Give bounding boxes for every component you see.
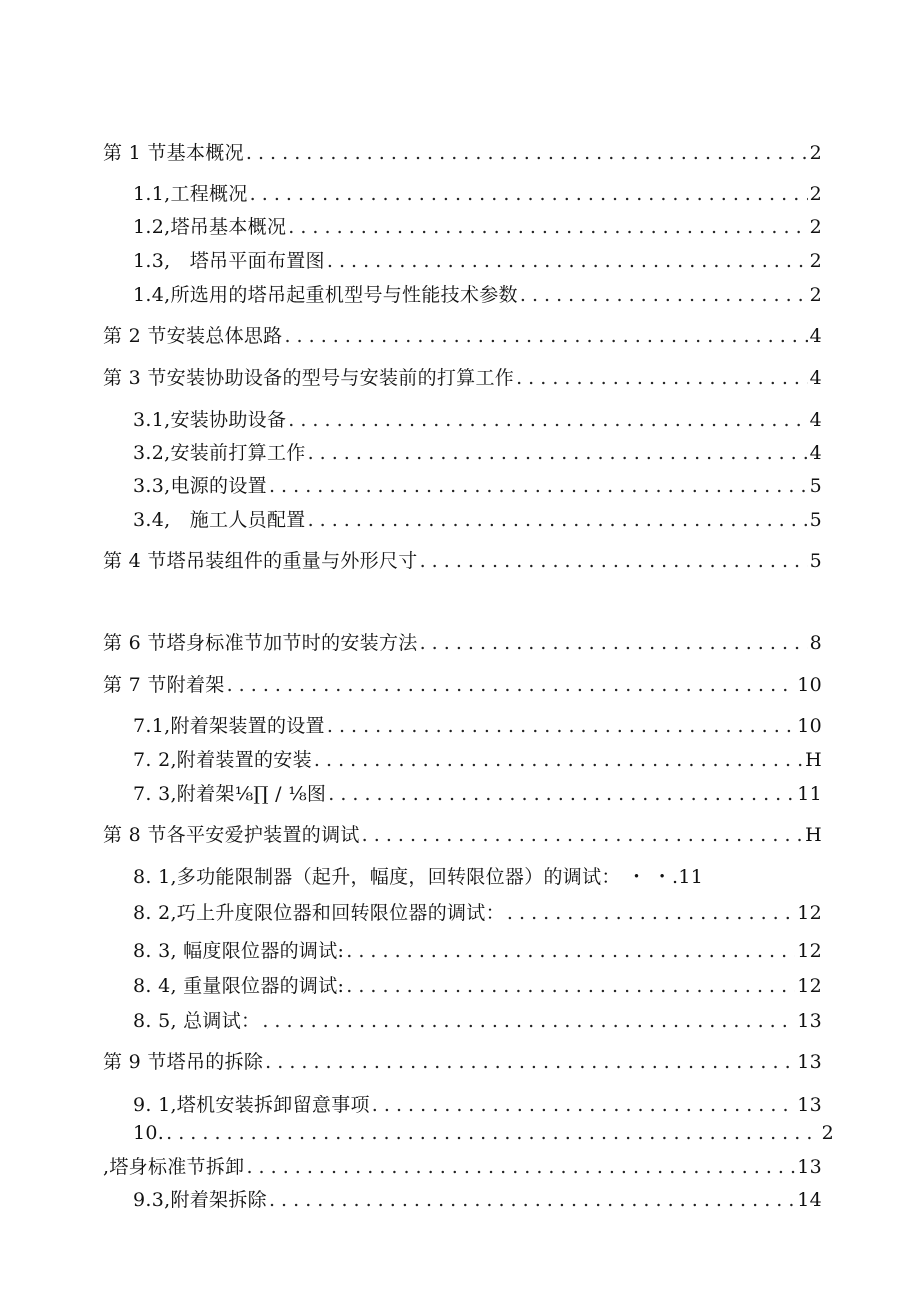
toc-page-number: 5	[809, 509, 822, 531]
toc-leader	[308, 509, 808, 531]
toc-entry[interactable]	[103, 363, 822, 389]
toc-entry[interactable]	[103, 628, 822, 654]
toc-leader	[346, 940, 795, 962]
toc-leader	[166, 1122, 819, 1144]
toc-entry-title: 8. 2,巧上升度限位器和回转限位器的调试：	[133, 902, 505, 924]
toc-page-number: 2	[809, 142, 822, 164]
toc-leader	[262, 1010, 795, 1032]
toc-entry-title: ,塔身标准节拆卸	[103, 1156, 245, 1178]
toc-entry[interactable]	[133, 246, 822, 272]
toc-page-number: 4	[809, 367, 822, 389]
toc-leader	[520, 284, 808, 306]
toc-entry-title: 8. 4, 重量限位器的调试:	[133, 975, 345, 997]
toc-page-number: .11	[671, 866, 704, 888]
toc-leader	[362, 824, 803, 846]
toc-entry[interactable]	[133, 779, 822, 805]
toc-entry-title: 第 1 节基本概况	[103, 142, 244, 164]
toc-page-number: 12	[797, 940, 822, 962]
toc-entry[interactable]	[133, 438, 822, 464]
toc-page-number: 4	[809, 409, 822, 431]
toc-entry[interactable]	[103, 546, 822, 572]
toc-page-number: 2	[821, 1122, 834, 1144]
toc-entry[interactable]	[103, 1047, 822, 1073]
toc-entry-title: 8. 1,多功能限制器（起升，幅度，回转限位器）的调试： ・ ・	[133, 866, 672, 888]
toc-entry-title: 8. 3, 幅度限位器的调试:	[133, 940, 345, 962]
toc-entry[interactable]	[133, 179, 822, 205]
toc-page-number: 2	[809, 284, 822, 306]
toc-page-number: 14	[797, 1189, 822, 1211]
toc-leader	[346, 975, 795, 997]
toc-page-number: 12	[797, 902, 822, 924]
toc-leader	[327, 715, 795, 737]
toc-page-number: 5	[809, 550, 822, 572]
toc-leader	[265, 1051, 795, 1073]
toc-page-number: 8	[809, 632, 822, 654]
toc-page-number: 13	[797, 1094, 822, 1116]
toc-entry[interactable]	[133, 405, 822, 431]
toc-entry[interactable]	[103, 138, 822, 164]
toc-entry-title: 1.4,所选用的塔吊起重机型号与性能技术参数	[133, 284, 518, 306]
toc-entry[interactable]	[133, 1122, 834, 1148]
toc-leader	[250, 183, 808, 205]
toc-entry-title: 第 8 节各平安爱护装置的调试	[103, 824, 360, 846]
toc-leader	[420, 550, 808, 572]
toc-entry-title: 7. 3,附着架⅛∏ / ⅛图	[133, 783, 327, 805]
toc-entry-title: 8. 5, 总调试：	[133, 1010, 261, 1032]
toc-page-number: 2	[809, 250, 822, 272]
toc-page-number: 4	[809, 442, 822, 464]
toc-entry-title: 3.1,安装协助设备	[133, 409, 287, 431]
toc-entry-title: 9.3,附着架拆除	[133, 1189, 267, 1211]
toc-leader	[246, 142, 808, 164]
toc-page-number: 13	[797, 1051, 822, 1073]
toc-entry-title: 第 7 节附着架	[103, 674, 225, 696]
toc-leader	[269, 1189, 795, 1211]
toc-page-number: 12	[797, 975, 822, 997]
toc-entry[interactable]	[133, 1185, 822, 1211]
toc-entry[interactable]	[103, 321, 822, 347]
toc-entry-title: 1.2,塔吊基本概况	[133, 216, 287, 238]
toc-entry[interactable]	[133, 711, 822, 737]
toc-entry-title: 3.4, 施工人员配置	[133, 509, 306, 531]
toc-leader	[308, 442, 808, 464]
toc-entry-title: 第 3 节安装协助设备的型号与安装前的打算工作	[103, 367, 515, 389]
toc-entry[interactable]	[133, 505, 822, 531]
toc-page-number: H	[805, 749, 822, 771]
toc-entry-title: 3.3,电源的设置	[133, 475, 267, 497]
toc-page-number: 5	[809, 475, 822, 497]
toc-entry[interactable]	[133, 971, 822, 997]
toc-entry[interactable]	[133, 1006, 822, 1032]
toc-entry[interactable]	[133, 471, 822, 497]
toc-entry-title: 1.1,工程概况	[133, 183, 248, 205]
toc-entry[interactable]	[103, 1152, 822, 1178]
toc-entry[interactable]	[133, 280, 822, 306]
toc-entry[interactable]	[133, 745, 822, 771]
toc-page-number: 4	[809, 325, 822, 347]
toc-entry[interactable]	[133, 898, 822, 924]
toc-page-number: 10	[797, 674, 822, 696]
toc-entry[interactable]	[133, 1090, 822, 1116]
toc-entry-title: 7.1,附着架装置的设置	[133, 715, 325, 737]
toc-entry-title: 3.2,安装前打算工作	[133, 442, 306, 464]
toc-leader	[269, 475, 808, 497]
toc-leader	[288, 216, 807, 238]
toc-entry[interactable]	[133, 936, 822, 962]
toc-leader	[246, 1156, 795, 1178]
toc-entry-title: 第 4 节塔吊装组件的重量与外形尺寸	[103, 550, 418, 572]
toc-entry-title: 10.	[133, 1122, 165, 1144]
toc-entry[interactable]	[133, 212, 822, 238]
toc-entry[interactable]	[103, 820, 822, 846]
toc-page-number: 2	[809, 183, 822, 205]
toc-entry-title: 第 9 节塔吊的拆除	[103, 1051, 264, 1073]
toc-page-number: 13	[797, 1156, 822, 1178]
toc-leader	[507, 902, 795, 924]
toc-entry-title: 第 6 节塔身标准节加节时的安装方法	[103, 632, 418, 654]
toc-entry-title: 1.3, 塔吊平面布置图	[133, 250, 325, 272]
toc-page-number: H	[805, 824, 822, 846]
toc-leader	[327, 250, 808, 272]
toc-leader	[328, 783, 795, 805]
toc-page-number: 13	[797, 1010, 822, 1032]
toc-entry-title: 9. 1,塔机安装拆卸留意事项	[133, 1094, 370, 1116]
toc-leader	[288, 409, 807, 431]
toc-entry-title: 第 2 节安装总体思路	[103, 325, 283, 347]
toc-entry-title: 7. 2,附着装置的安装	[133, 749, 312, 771]
toc-leader	[284, 325, 807, 347]
toc-leader	[420, 632, 808, 654]
toc-leader	[372, 1094, 795, 1116]
toc-leader	[314, 749, 803, 771]
toc-page-number: 11	[797, 783, 822, 805]
toc-leader	[516, 367, 808, 389]
toc-page-number: 10	[797, 715, 822, 737]
toc-entry[interactable]	[103, 670, 822, 696]
toc-entry[interactable]	[133, 862, 822, 888]
toc-page-number: 2	[809, 216, 822, 238]
toc-leader	[227, 674, 796, 696]
